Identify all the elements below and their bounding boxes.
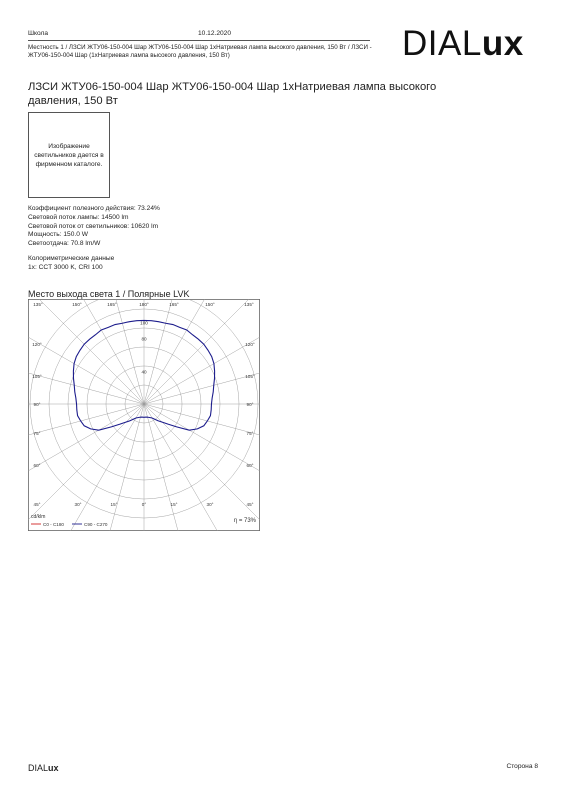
- colorimetric-heading: Колориметрические данные: [28, 255, 115, 262]
- luminaire-title: ЛЗСИ ЖТУ06-150-004 Шар ЖТУ06-150-004 Шар 1xНатриевая лампа высокого давления, 150 Вт: [28, 81, 437, 107]
- angle-label-left-90: 90°: [33, 402, 41, 407]
- angle-label-left-60: 60°: [33, 463, 41, 468]
- legend-label-c90-c270: C90 - C270: [84, 522, 108, 527]
- logo-bold-text: ux: [481, 24, 524, 63]
- footer-dialux-logo: [28, 763, 59, 773]
- radial-label-100: 100: [140, 320, 148, 326]
- angle-label-right-120: 120°: [245, 342, 255, 347]
- angle-label-left-45: 45°: [33, 502, 41, 507]
- logo-light-text: DIAL: [402, 24, 482, 63]
- luminaire-image-placeholder: [28, 112, 110, 198]
- angle-label-left-75: 75°: [33, 431, 41, 436]
- angle-label-bottom-15-right: 15°: [170, 502, 178, 507]
- angle-label-bottom-30-left: 30°: [74, 502, 82, 507]
- radial-label-80: 80: [141, 336, 147, 342]
- luminaire-specs: [28, 205, 160, 249]
- angle-label-top-165-right: 165°: [169, 302, 179, 307]
- angle-label-right-45: 45°: [246, 502, 254, 507]
- angle-label-bottom-30-right: 30°: [206, 502, 214, 507]
- spec-efficacy: Светоотдача: 70.8 lm/W: [28, 240, 101, 248]
- footer-logo-light-text: DIAL: [28, 763, 49, 773]
- angle-label-top-150-left: 150°: [72, 302, 82, 307]
- dialux-logo: [402, 24, 524, 64]
- angle-label-right-75: 75°: [246, 431, 254, 436]
- angle-label-top-180: 180°: [139, 302, 149, 307]
- angle-label-left-120: 120°: [32, 342, 42, 347]
- footer-logo-bold-text: ux: [48, 763, 59, 773]
- header-school: Школа: [28, 30, 49, 37]
- image-placeholder-text: Изображение светильников дается в фирменном каталоге.: [34, 143, 104, 168]
- spec-luminaire-flux: Световой поток от светильников: 10620 lm: [28, 222, 159, 230]
- chart-title: Место выхода света 1 / Полярные LVK: [28, 289, 190, 299]
- spec-efficiency: Коэффициент полезного действия: 73.24%: [28, 205, 160, 212]
- legend-label-c0-c180: C0 - C180: [43, 522, 64, 527]
- angle-label-right-90: 90°: [246, 402, 254, 407]
- angle-label-left-105: 105°: [32, 374, 42, 379]
- angle-label-top-135-left: 135°: [33, 302, 43, 307]
- page-number: Сторона 8: [506, 763, 538, 770]
- header-path: Местность 1 / ЛЗСИ ЖТУ06-150-004 Шар ЖТУ06-150-004 Шар 1xНатриевая лампа высокого давления, 150 Вт / ЛЗСИ - ЖТУ06-150-004 Шар (1xНатриевая лампа высокого давления, 150 Вт): [28, 44, 372, 59]
- colorimetric-block: [28, 255, 114, 273]
- angle-label-top-165-left: 165°: [107, 302, 117, 307]
- angle-label-top-150-right: 150°: [205, 302, 215, 307]
- spec-power: Мощность: 150.0 W: [28, 231, 88, 239]
- unit-label: cd/klm: [31, 514, 46, 520]
- spec-lamp-flux: Световой поток лампы: 14500 lm: [28, 213, 129, 221]
- angle-label-top-135-right: 135°: [244, 302, 254, 307]
- angle-label-bottom-0: 0°: [141, 502, 147, 507]
- efficiency-label: η = 73%: [233, 518, 256, 524]
- header-date: 10.12.2020: [198, 30, 232, 37]
- radial-label-40: 40: [141, 369, 147, 375]
- polar-lvk-chart: [28, 299, 260, 531]
- colorimetric-value: 1x: CCT 3000 K, CRI 100: [28, 263, 103, 271]
- header-divider: [28, 40, 370, 41]
- angle-label-right-60: 60°: [246, 463, 254, 468]
- angle-label-bottom-15-left: 15°: [110, 502, 118, 507]
- angle-label-right-105: 105°: [245, 374, 255, 379]
